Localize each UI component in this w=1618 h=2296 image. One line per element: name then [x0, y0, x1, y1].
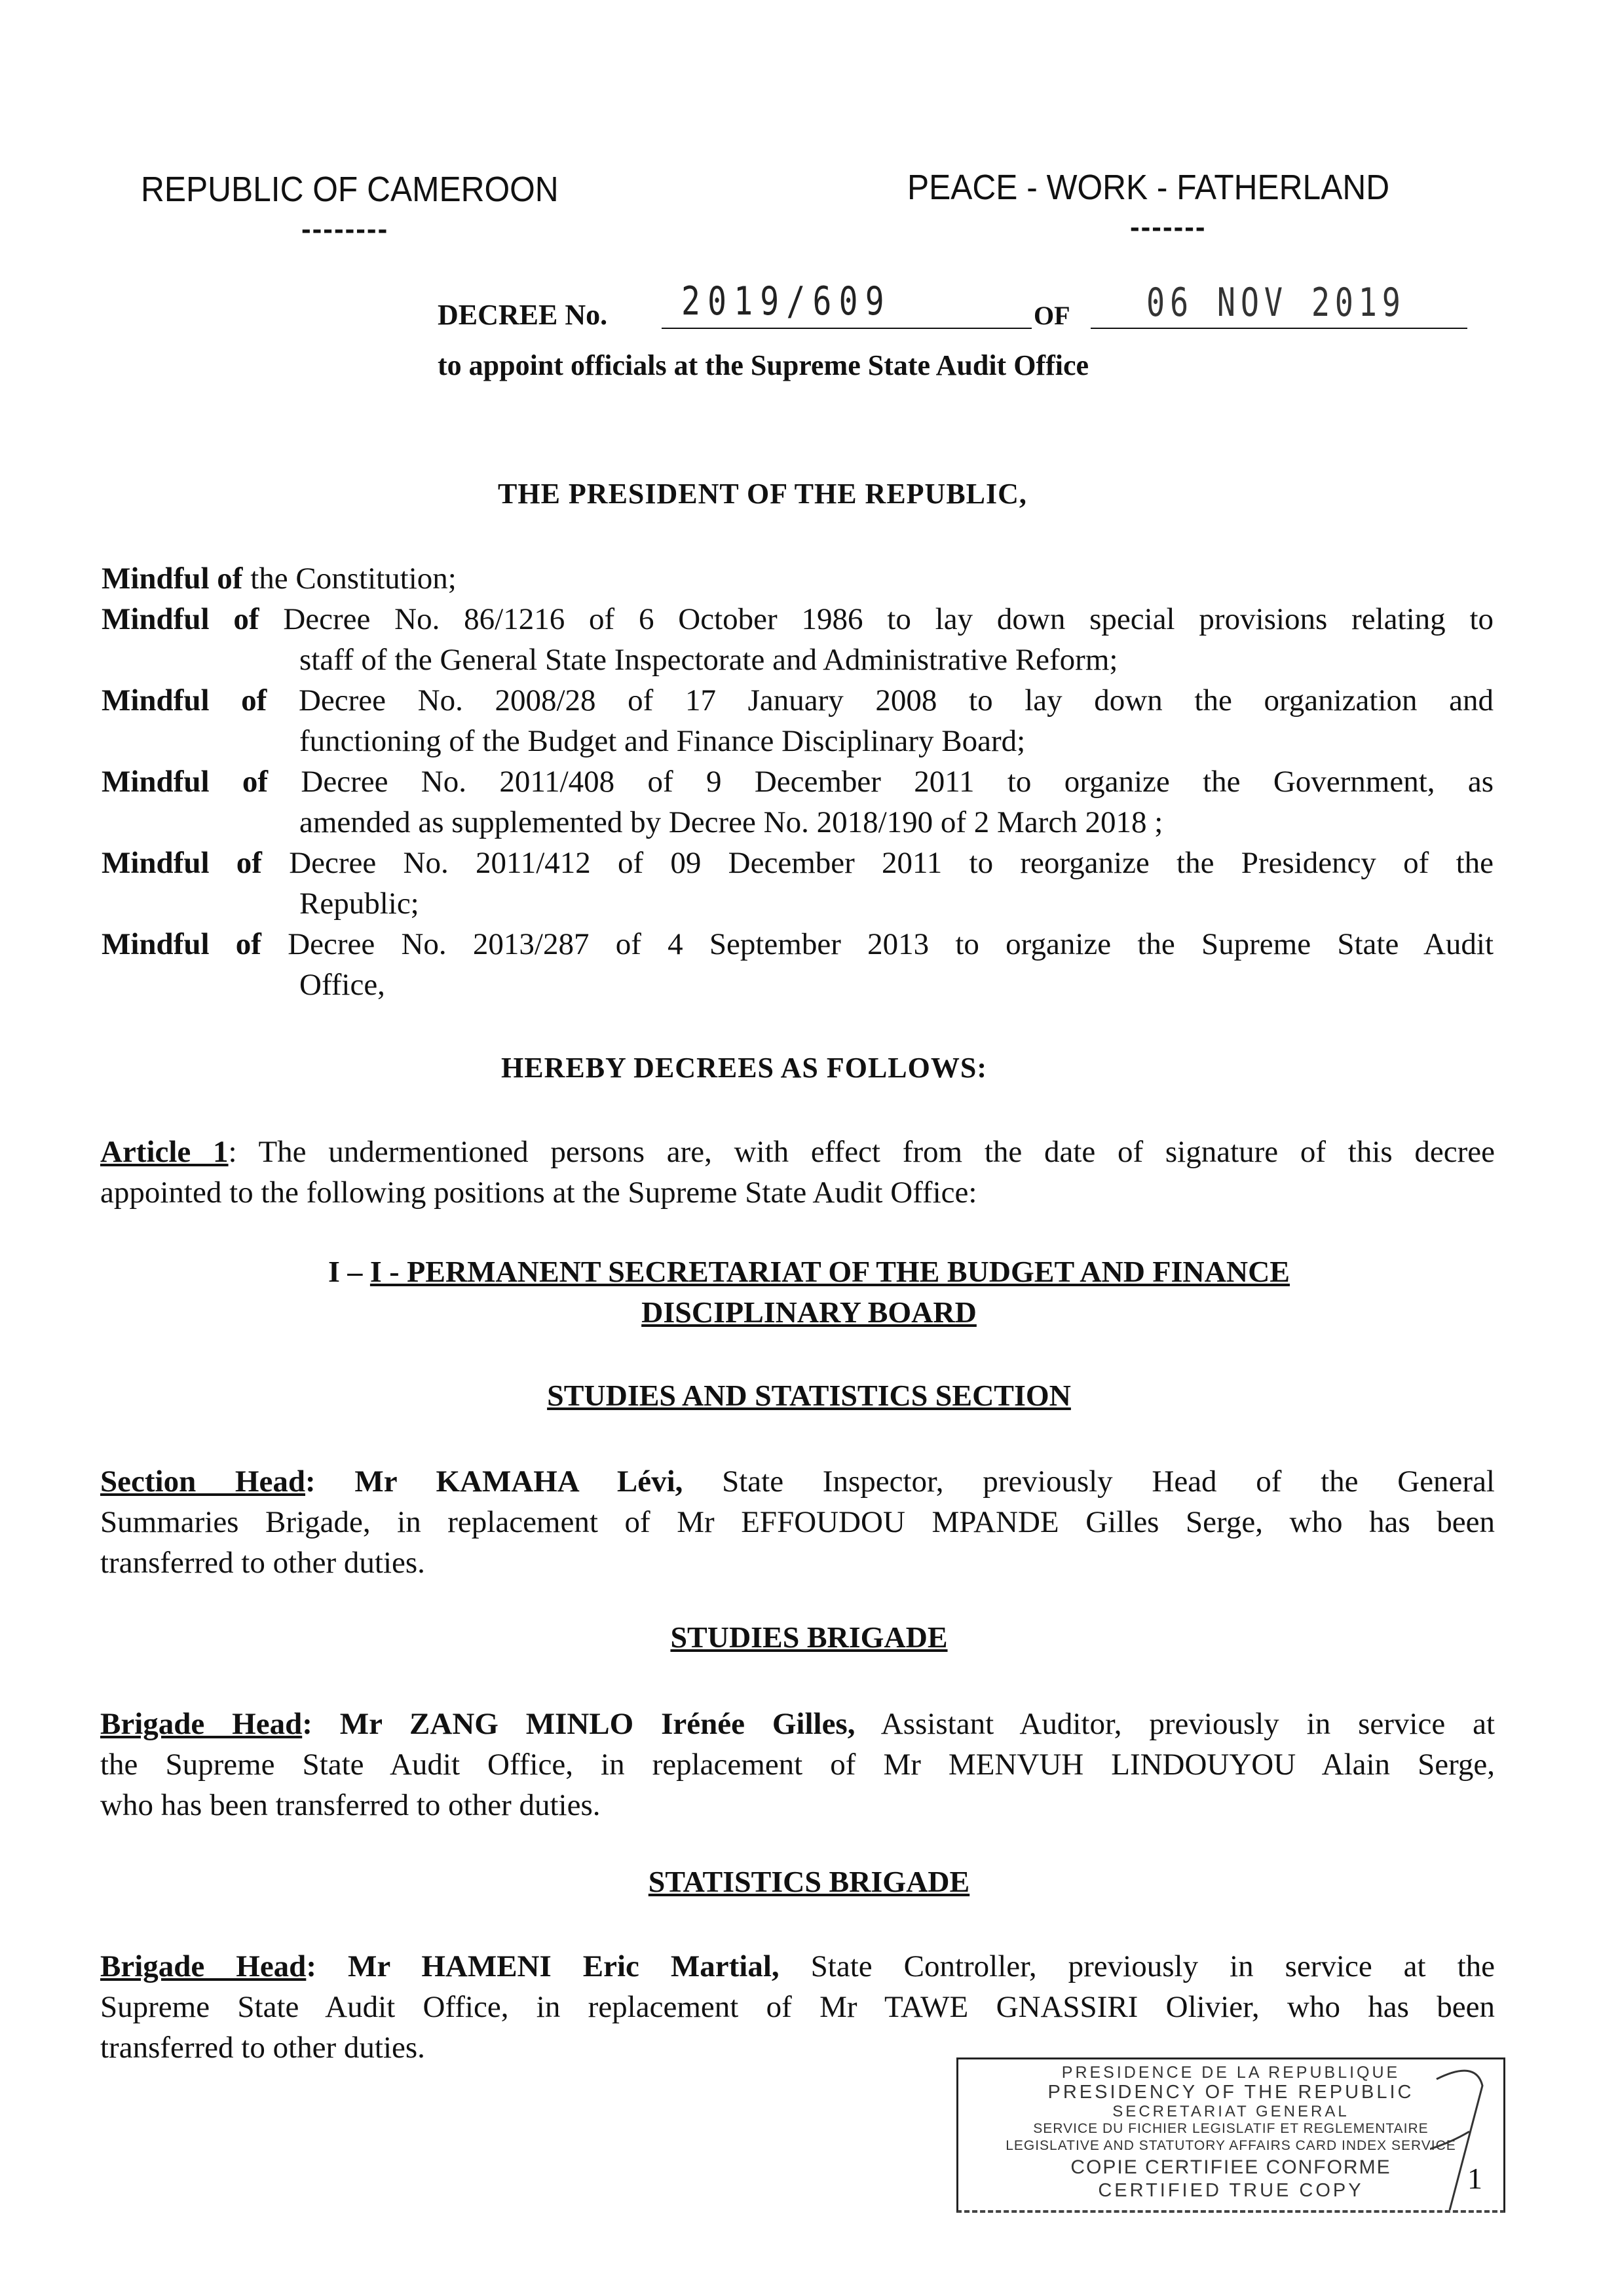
- decree-subject: to appoint officials at the Supreme State Audit Office: [438, 349, 1089, 381]
- mindful-text: Decree No. 2011/408 of 9 December 2011 to organize the Government, as: [301, 765, 1494, 799]
- mindful-clause: [102, 843, 1494, 924]
- mindful-label: Mindful of: [102, 765, 269, 799]
- article-label: Article 1: [100, 1135, 229, 1169]
- page-number: 1: [1467, 2162, 1482, 2195]
- article-text: : The undermentioned persons are, with effect from the date of signature of this decree: [228, 1135, 1495, 1169]
- stamp-line: PRESIDENCE DE LA REPUBLIQUE: [1061, 2063, 1401, 2082]
- mindful-label: Mindful of: [102, 683, 267, 718]
- article-1: [100, 1132, 1495, 1213]
- appointment-paragraph: Brigade Head: Mr ZANG MINLO Irénée Gilles, Assistant Auditor, previously in service at the Supreme State Audit Office, in replacement of Mr MENVUH LINDOUYOU Alain Serge, who has been transferred to other duties.: [100, 1707, 1496, 1822]
- stamp-line: COPIE CERTIFIEE CONFORME: [1070, 2156, 1391, 2178]
- mindful-label: Mindful of: [102, 846, 262, 880]
- role-label: Section Head: [100, 1464, 305, 1499]
- appointment-paragraph: Section Head: Mr KAMAHA Lévi, State Inspector, previously Head of the General Summaries Brigade, in replacement of Mr EFFOUDOU MPANDE Gilles Serge, who has been transferred to other duties.: [100, 1464, 1495, 1580]
- certified-copy-stamp: [956, 2057, 1505, 2213]
- mindful-text-cont: functioning of the Budget and Finance Disciplinary Board;: [299, 724, 1026, 758]
- decree-date-stamp: 06 NOV 2019: [1146, 280, 1406, 326]
- national-motto: PEACE - WORK - FATHERLAND: [907, 168, 1390, 207]
- header-right-dashes: -------: [1130, 211, 1207, 243]
- section-heading: STUDIES AND STATISTICS SECTION: [547, 1379, 1071, 1412]
- role-label: Brigade Head: [100, 1949, 307, 1983]
- decrees-heading: HEREBY DECREES AS FOLLOWS:: [501, 1052, 987, 1084]
- decree-of-label: OF: [1034, 301, 1070, 330]
- mindful-text: Decree No. 86/1216 of 6 October 1986 to lay down special provisions relating to: [283, 602, 1494, 636]
- mindful-text: Decree No. 2008/28 of 17 January 2008 to lay down the organization and: [298, 683, 1494, 718]
- header-left-dashes: --------: [301, 213, 389, 245]
- mindful-text-cont: amended as supplemented by Decree No. 2018/190 of 2 March 2018 ;: [299, 805, 1163, 839]
- appointment-paragraph: Brigade Head: Mr HAMENI Eric Martial, State Controller, previously in service at the Supreme State Audit Office, in replacement of Mr TAWE GNASSIRI Olivier, who has been transferred to other duties.: [100, 1949, 1496, 2065]
- stamp-line: CERTIFIED TRUE COPY: [1098, 2180, 1364, 2201]
- mindful-label: Mindful of: [102, 927, 261, 961]
- role-label: Brigade Head: [100, 1707, 303, 1741]
- mindful-text-cont: staff of the General State Inspectorate and Administrative Reform;: [299, 643, 1118, 677]
- mindful-label: Mindful of: [102, 602, 259, 636]
- president-heading: THE PRESIDENT OF THE REPUBLIC,: [498, 478, 1027, 510]
- decree-label: DECREE No.: [438, 299, 608, 331]
- section-heading: STATISTICS BRIGADE: [648, 1865, 970, 1898]
- mindful-clause: [102, 680, 1494, 761]
- appointee-name: Mr KAMAHA Lévi,: [354, 1464, 683, 1499]
- article-text-cont: appointed to the following positions at the Supreme State Audit Office:: [100, 1176, 977, 1210]
- country-name: REPUBLIC OF CAMEROON: [141, 170, 559, 209]
- stamp-line: PRESIDENCY OF THE REPUBLIC: [1047, 2082, 1414, 2103]
- mindful-clause: [102, 558, 1494, 599]
- mindful-label: Mindful of: [102, 562, 243, 596]
- appointee-name: Mr HAMENI Eric Martial,: [347, 1949, 780, 1983]
- stamp-line: SERVICE DU FICHIER LEGISLATIF ET REGLEMENTAIRE: [1033, 2121, 1429, 2136]
- appointee-name: Mr ZANG MINLO Irénée Gilles,: [339, 1707, 856, 1741]
- mindful-text: Decree No. 2011/412 of 09 December 2011 to reorganize the Presidency of the: [289, 846, 1494, 880]
- mindful-text: Decree No. 2013/287 of 4 September 2013 to organize the Supreme State Audit: [288, 927, 1494, 961]
- mindful-text-cont: Office,: [299, 968, 385, 1002]
- mindful-clause: [102, 599, 1494, 680]
- section-title-cont: DISCIPLINARY BOARD: [641, 1295, 977, 1329]
- signature-stroke: [1430, 2053, 1496, 2217]
- decree-number-stamp: 2019/609: [681, 278, 892, 324]
- decree-date-line: [1091, 328, 1467, 329]
- decree-number-line: [662, 328, 1032, 329]
- mindful-text-cont: Republic;: [299, 887, 419, 921]
- section-heading: STUDIES BRIGADE: [670, 1620, 948, 1654]
- section-title: I – I - PERMANENT SECRETARIAT OF THE BUDGET AND FINANCE: [328, 1255, 1290, 1288]
- stamp-line: LEGISLATIVE AND STATUTORY AFFAIRS CARD INDEX SERVICE: [1006, 2138, 1456, 2153]
- mindful-clause: [102, 761, 1494, 843]
- mindful-clause: [102, 924, 1494, 1005]
- mindful-text: the Constitution;: [250, 562, 457, 596]
- stamp-line: SECRETARIAT GENERAL: [1112, 2103, 1349, 2120]
